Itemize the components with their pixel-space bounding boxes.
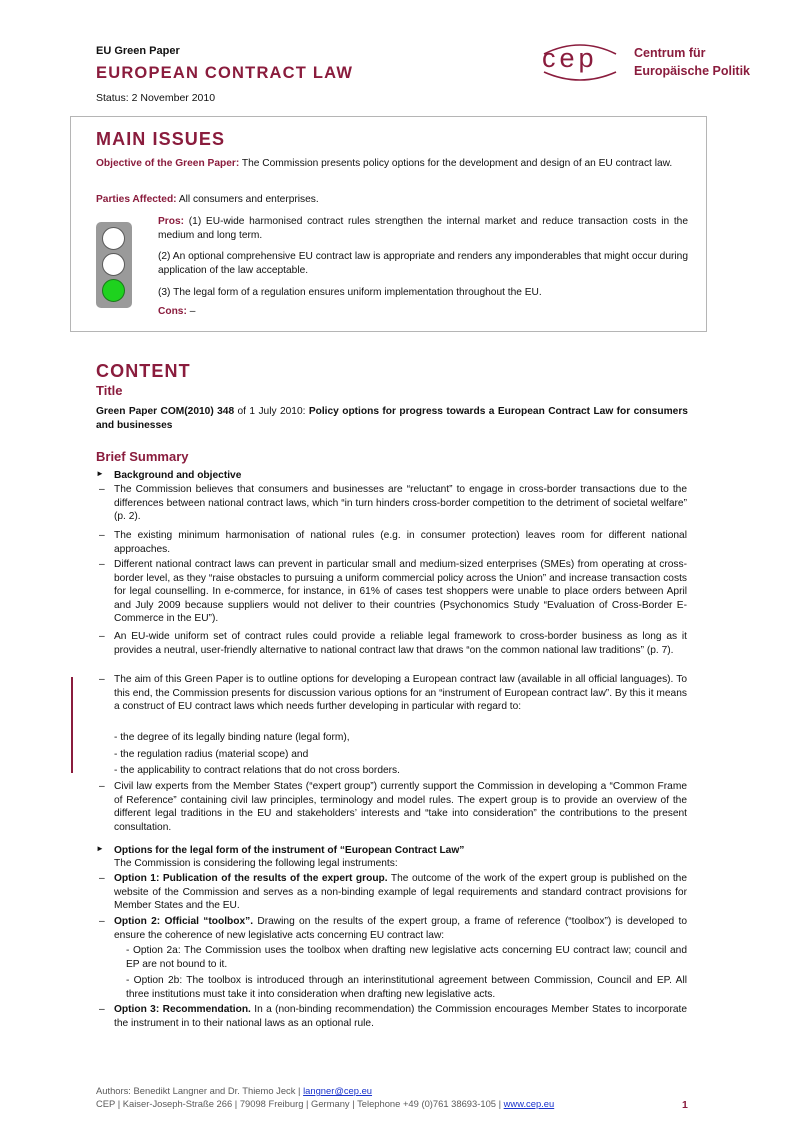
list-item: – The aim of this Green Paper is to outline options for developing a European contract law (available in all official languages). To this end, the Commission presents for discussion various options for an “instrument of European contract law”. By this it means a construct of EU contract laws which needs further developing in particular with regard to: (99, 674, 687, 713)
list-item: – Civil law experts from the Member States (“expert group”) currently support the Commission in developing a “Common Frame of Reference” containing civil law principles, terminology and model rules. The expert group is to provide an overview of the different legal traditions in the EU and stakeholders’ interests and “take into consideration” the contributions to the present consultation. (99, 781, 687, 833)
option-1-text: The outcome of the work of the expert group is published on the website of the Commission and serves as a non-binding example of legal requirements and standard contract provisions for Member States and the EU. (114, 873, 688, 912)
option-3: – Option 3: Recommendation. In a (non-binding recommendation) the Commission encourages Member States to incorporate the instrument in to their national laws as an optional rule. (99, 1004, 687, 1029)
document-title: EUROPEAN CONTRACT LAW (96, 64, 354, 82)
status-date: Status: 2 November 2010 (96, 92, 216, 104)
list-item: – The Commission believes that consumers and businesses are “reluctant” to engage in cross-border transactions due to the differences between national contract laws, which “in turn hinders cross-border competition to the detriment of societal welfare” (p. 2). (99, 484, 687, 523)
option-2b: - Option 2b: The toolbox is introduced through an interinstitutional agreement between Commission, Council and EP. All three institutions must take it into consideration when drafting new legislative acts. (126, 975, 687, 1000)
traffic-light-green-lamp (102, 279, 125, 302)
sub-item: - the applicability to contract relations that do not cross borders. (114, 765, 400, 776)
green-paper-ref: Green Paper COM(2010) 348 (96, 406, 235, 417)
list-item-text: The Commission believes that consumers and businesses are “reluctant” to engage in cross-border transactions due to the differences between national contract laws, which “in turn hinders cross-border competition to the detriment of societal welfare” (p. 2). (114, 484, 687, 523)
sub-item: - the degree of its legally binding nature (legal form), (114, 732, 350, 743)
title-heading: Title (96, 383, 123, 398)
cons-paragraph (158, 305, 688, 319)
content-heading: CONTENT (96, 361, 191, 381)
traffic-light-icon (96, 222, 132, 308)
section-options-title: Options for the legal form of the instrument of “European Contract Law” (114, 845, 465, 856)
traffic-light-top-lamp (102, 227, 125, 250)
pros-label: Pros: (158, 216, 185, 227)
traffic-light-middle-lamp (102, 253, 125, 276)
parties-label: Parties Affected: (96, 194, 177, 205)
footer-address: CEP | Kaiser-Joseph-Straße 266 | 79098 Freiburg | Germany | Telephone +49 (0)761 38693-105 | (96, 1098, 504, 1110)
list-item-text: The aim of this Green Paper is to outline options for developing a European contract law (available in all official languages). To this end, the Commission presents for discussion various options for an “instrument of European contract law”. By this it means a construct of EU contract laws which needs further developing in particular with regard to: (114, 674, 687, 713)
footer-authors: Authors: Benedikt Langner and Dr. Thiemo Jeck | (96, 1085, 304, 1096)
pros-paragraph-3: (3) The legal form of a regulation ensures uniform implementation throughout the EU. (158, 287, 542, 298)
list-item-text: The existing minimum harmonisation of national rules (e.g. in consumer protection) leaves room for different national approaches. (114, 530, 687, 555)
logo-text (634, 44, 750, 80)
author-email-link[interactable]: langner@cep.eu (303, 1085, 373, 1096)
logo-line-1: Centrum für (634, 46, 706, 60)
revision-bar (71, 677, 73, 773)
option-2a: - Option 2a: The Commission uses the toolbox when drafting new legislative acts concerning EU contract law; council and EP are not bound to it. (126, 945, 687, 970)
objective-label: Objective of the Green Paper: (96, 158, 240, 169)
main-issues-heading: MAIN ISSUES (96, 129, 226, 149)
footer-address-line (96, 1097, 554, 1110)
list-item-text: Civil law experts from the Member States (“expert group”) currently support the Commission in developing a “Common Frame of Reference” containing civil law principles, terminology and model rules. The expert group is to provide an overview of the different legal traditions in the EU and stakeholders’ interests and “take into consideration” the contributions to the present consultation. (114, 781, 687, 833)
list-item-text: Different national contract laws can prevent in particular small and medium-sized enterprises (SMEs) from operating at cross-border level, as they “raise obstacles to pursuing a uniform commercial policy across the Union” and increase transaction costs for legal counselling. In e-commerce, for instance, in 61% of cases test shoppers were unable to place orders between April and July 2009 because suppliers would not deliver to their countries (Psychonomics Study “Evaluation of Cross-Border E-Commerce in the EU”). (114, 559, 687, 625)
pros-paragraph-1 (158, 215, 688, 242)
cons-label: Cons: (158, 306, 187, 317)
brief-summary-heading: Brief Summary (96, 449, 189, 464)
list-item: – Different national contract laws can prevent in particular small and medium-sized enterprises (SMEs) from operating at cross-border level, as they “raise obstacles to pursuing a uniform commercial policy across the Union” and increase transaction costs for legal counselling. In e-commerce, for instance, in 61% of cases test shoppers were unable to place orders between April and July 2009 because suppliers would not deliver to their countries (Psychonomics Study “Evaluation of Cross-Border E-Commerce in the EU”). (99, 559, 687, 625)
green-paper-title (96, 405, 688, 432)
pros-paragraph-2: (2) An optional comprehensive EU contract law is appropriate and renders any imponderables that might occur during application of the law acceptable. (158, 251, 688, 276)
parties-text: All consumers and enterprises. (176, 194, 319, 205)
options-intro: The Commission is considering the following legal instruments: (114, 858, 398, 869)
doc-type-label: EU Green Paper (96, 45, 180, 57)
list-item-text: An EU-wide uniform set of contract rules could provide a reliable legal framework to cross-border business as long as it provides a neutral, user-friendly alternative to national contract law that draws “on the common national law traditions” (p. 7). (114, 631, 687, 656)
option-1: – Option 1: Publication of the results of the expert group. The outcome of the work of the expert group is published on the website of the Commission and serves as a non-binding example of legal requirements and standard contract provisions for Member States and the EU. (99, 873, 688, 912)
objective-text: The Commission presents policy options for the development and design of an EU contract law. (239, 158, 673, 169)
option-3-label: Option 3: Recommendation. (114, 1004, 251, 1015)
list-item: – The existing minimum harmonisation of national rules (e.g. in consumer protection) leaves room for different national approaches. (99, 530, 687, 555)
green-paper-name: Policy options for progress towards a European Contract Law for consumers and businesses (96, 406, 688, 431)
website-link[interactable]: www.cep.eu (503, 1098, 555, 1110)
sub-item: - the regulation radius (material scope) and (114, 749, 309, 760)
footer-authors-line (96, 1084, 554, 1097)
option-2-text: Drawing on the results of the expert group, a frame of reference (“toolbox”) is developed to ensure the coherence of new legislative acts concerning EU contract law: (114, 916, 687, 941)
green-paper-date: of 1 July 2010: (234, 406, 309, 417)
option-2-label: Option 2: Official “toolbox”. (114, 916, 254, 927)
footer (96, 1084, 554, 1111)
cep-logo (540, 42, 620, 82)
page-number: 1 (682, 1099, 688, 1111)
logo-wordmark: cep (542, 43, 598, 73)
section-background-title: Background and objective (114, 470, 242, 481)
objective-paragraph (96, 157, 688, 171)
bullet-arrow-icon: ► (96, 469, 104, 478)
option-1-label: Option 1: Publication of the results of the expert group. (114, 873, 388, 884)
option-3-text: In a (non-binding recommendation) the Commission encourages Member States to incorporate the instrument in to their national laws as an optional rule. (114, 1004, 687, 1029)
cons-text: – (186, 306, 196, 317)
parties-paragraph (96, 193, 688, 207)
pros-text-1: (1) EU-wide harmonised contract rules strengthen the internal market and reduce transaction costs in the medium and long term. (158, 216, 688, 241)
option-2: – Option 2: Official “toolbox”. Drawing on the results of the expert group, a frame of reference (“toolbox”) is developed to ensure the coherence of new legislative acts concerning EU contract law: (99, 916, 687, 941)
bullet-arrow-icon: ► (96, 844, 104, 853)
list-item: – An EU-wide uniform set of contract rules could provide a reliable legal framework to cross-border business as long as it provides a neutral, user-friendly alternative to national contract law that draws “on the common national law traditions” (p. 7). (99, 631, 687, 656)
logo-line-2: Europäische Politik (634, 64, 751, 79)
